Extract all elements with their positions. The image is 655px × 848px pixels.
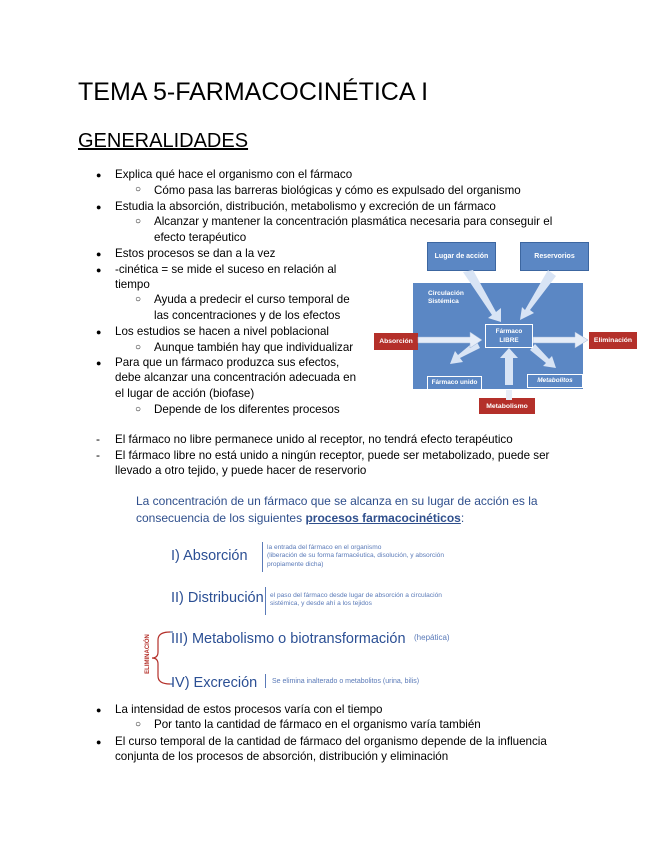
arrow-metabolismo: [506, 390, 512, 400]
list-item: Para que un fármaco produzca sus efectos,: [115, 356, 340, 369]
process-excrecion-desc: Se elimina inalterado o metabolitos (urina, bilis): [272, 678, 420, 685]
list-item: Cómo pasa las barreras biológicas y cómo es expulsado del organismo: [154, 184, 521, 197]
subbullet-icon: ○: [135, 719, 142, 730]
intro-colon: :: [460, 511, 465, 525]
circulation-label-line2: Sistémica: [428, 298, 459, 305]
arrow-center-to-metabolitos: [530, 344, 556, 368]
circulation-label-line1: Circulación: [428, 290, 464, 297]
elimination-label: ELIMINACIÓN: [145, 634, 151, 674]
dash-icon: -: [96, 432, 100, 446]
processes-intro-line1: La concentración de un fármaco que se alcanza en su lugar de acción es la: [136, 494, 538, 508]
reservorios-box: Reservorios: [520, 242, 589, 271]
list-item: La intensidad de estos procesos varía con el tiempo: [115, 703, 383, 716]
desc-line: propiamente dicha): [267, 560, 324, 568]
list-item: las concentraciones y de los efectos: [154, 309, 341, 322]
desc-line: el paso del fármaco desde lugar de absorción a circulación: [270, 592, 442, 599]
list-item: llevado a otro tejido, y puede hacer de reservorio: [115, 464, 367, 477]
desc-line: (liberación de su forma farmacéutica, disolución, y absorción: [267, 552, 445, 560]
intro-text: consecuencia de los siguientes: [136, 511, 306, 525]
list-item: Depende de los diferentes procesos: [154, 403, 340, 416]
process-metabolismo: III) Metabolismo o biotransformación: [171, 631, 406, 647]
bullet-icon: ●: [96, 358, 102, 368]
farmaco-unido-box: Fármaco unido: [427, 376, 482, 390]
lugar-accion-box: Lugar de acción: [427, 242, 496, 271]
bullet-icon: ●: [96, 705, 102, 715]
bullet-icon: ●: [96, 265, 102, 275]
arrow-lugar-to-center: [463, 270, 501, 322]
list-item: -cinética = se mide el suceso en relación al: [115, 263, 337, 276]
absorcion-box: Absorción: [374, 333, 418, 350]
subbullet-icon: ○: [135, 216, 142, 227]
desc-line: la entrada del fármaco en el organismo: [267, 544, 382, 551]
subbullet-icon: ○: [135, 404, 142, 415]
process-bar: [265, 674, 266, 688]
metabolitos-box: Metabolitos: [527, 374, 583, 388]
arrow-metabolitos-up: [500, 348, 518, 385]
bullet-icon: ●: [96, 249, 102, 259]
list-item: efecto terapéutico: [154, 231, 247, 244]
process-bar: [262, 542, 263, 572]
process-distribucion: II) Distribución: [171, 590, 264, 606]
processes-intro: [136, 493, 538, 527]
process-absorcion: I) Absorción: [171, 548, 248, 564]
farmaco-label: Fármaco: [495, 328, 523, 335]
list-item: Estudia la absorción, distribución, metabolismo y excreción de un fármaco: [115, 200, 496, 213]
list-item: Explica qué hace el organismo con el fármaco: [115, 168, 353, 181]
process-metabolismo-desc: (hepática): [414, 633, 450, 642]
subbullet-icon: ○: [135, 184, 142, 195]
process-distribucion-desc: [270, 592, 442, 609]
libre-label: LIBRE: [499, 337, 519, 344]
list-item: Alcanzar y mantener la concentración plasmática necesaria para conseguir el: [154, 215, 553, 228]
list-item: Por tanto la cantidad de fármaco en el organismo varía también: [154, 718, 481, 731]
eliminacion-box: Eliminación: [589, 332, 637, 349]
subbullet-icon: ○: [135, 342, 142, 353]
list-item: El fármaco libre no está unido a ningún receptor, puede ser metabolizado, puede ser: [115, 449, 550, 462]
metabolismo-box: Metabolismo: [479, 398, 535, 414]
list-item: debe alcanzar una concentración adecuada en: [115, 371, 357, 384]
desc-line: sistémica, y desde ahí a los tejidos: [270, 600, 372, 608]
list-item: tiempo: [115, 278, 150, 291]
arrow-reservorios-to-center: [520, 270, 556, 320]
farmaco-libre-box: [485, 324, 533, 348]
process-bar: [265, 587, 266, 615]
intro-bold: procesos farmacocinéticos: [305, 511, 461, 525]
bullet-icon: ●: [96, 170, 102, 180]
bullet-icon: ●: [96, 327, 102, 337]
elimination-vertical-label: [143, 630, 153, 682]
list-item: conjunta de los procesos de absorción, distribución y eliminación: [115, 750, 449, 763]
list-item: Los estudios se hacen a nivel poblacional: [115, 325, 329, 338]
list-item: Ayuda a predecir el curso temporal de: [154, 293, 350, 306]
list-item: Estos procesos se dan a la vez: [115, 247, 276, 260]
subbullet-icon: ○: [135, 294, 142, 305]
bullet-icon: ●: [96, 737, 102, 747]
section-heading: GENERALIDADES: [78, 130, 249, 152]
processes-intro-line2: [136, 510, 538, 527]
list-item: El curso temporal de la cantidad de fármaco del organismo depende de la influencia: [115, 735, 547, 748]
list-item: el lugar de acción (biofase): [115, 387, 255, 400]
dash-icon: -: [96, 448, 100, 462]
process-excrecion: IV) Excreción: [171, 675, 258, 691]
arrow-absorcion-in: [418, 332, 482, 348]
list-item: El fármaco no libre permanece unido al receptor, no tendrá efecto terapéutico: [115, 433, 513, 446]
page-title: TEMA 5-FARMACOCINÉTICA I: [78, 78, 429, 106]
bullet-icon: ●: [96, 202, 102, 212]
list-item: Aunque también hay que individualizar: [154, 341, 354, 354]
process-absorcion-desc: [267, 544, 444, 569]
arrow-eliminacion-out: [533, 332, 588, 348]
